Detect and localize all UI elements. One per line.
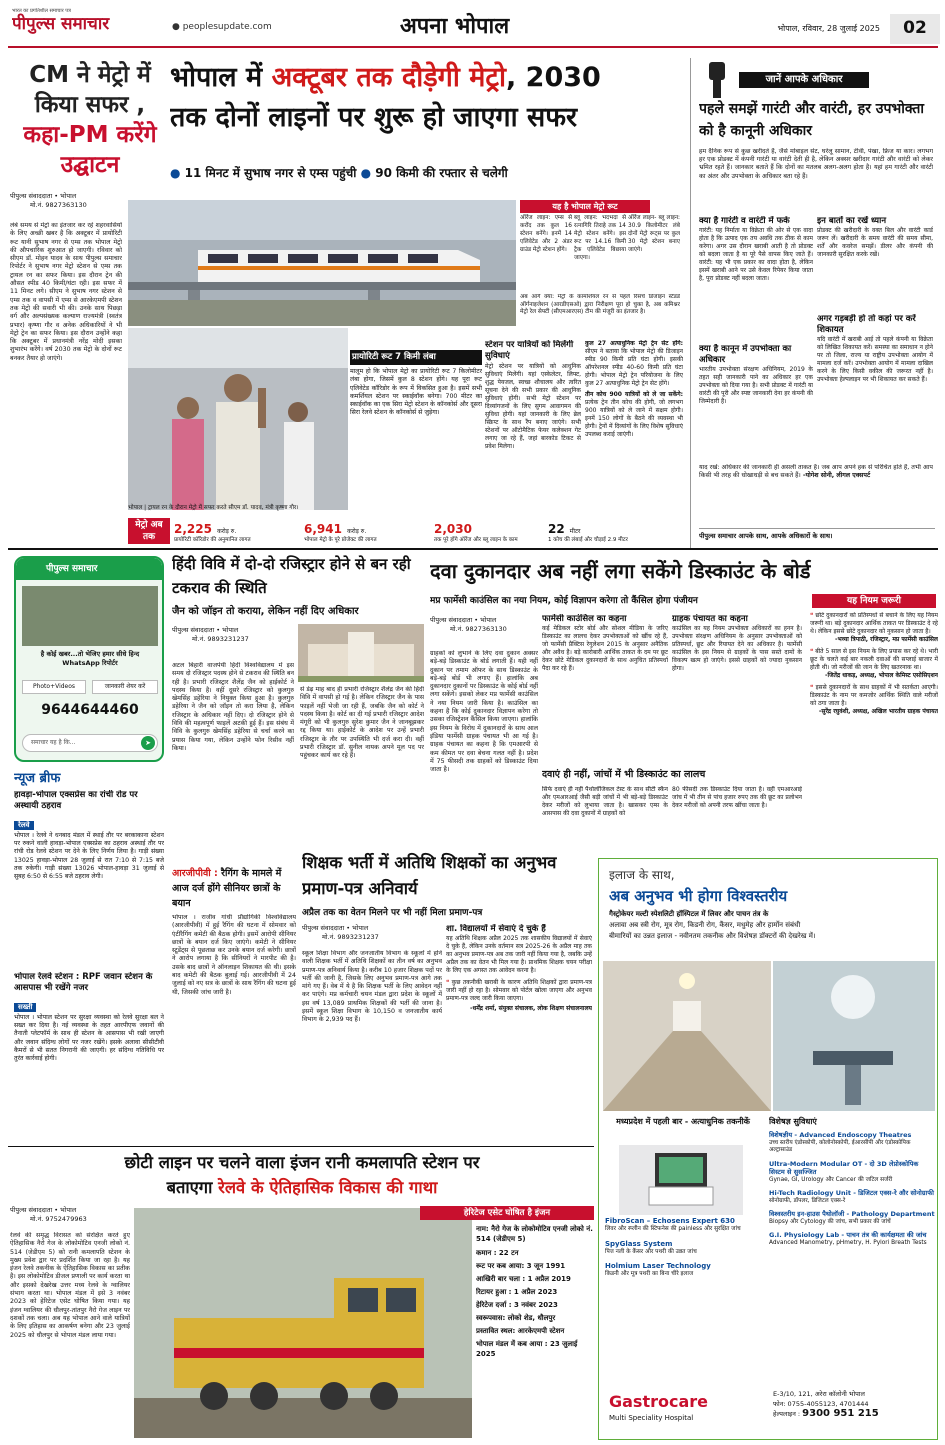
- coach-capacity-body: प्रत्येक ट्रेन तीन कोच की होगी, जो लगभग 900 यात्रियों को ले जाने में सक्षम होगी। इनमें 150 लोगों के बैठने की व्यवस्था भी होगी। ट्रेनों में दिव्यांगों के लिए विशेष सुविधाएं उपलब्ध कराई जाएंगी।: [585, 399, 683, 438]
- quote-icon: ❝: [810, 648, 814, 655]
- locomotive-photo: [134, 1208, 472, 1438]
- cm-in-metro-illustration: [128, 328, 348, 510]
- metro-headline-c: , 2030: [506, 62, 601, 93]
- teacher-head: शिक्षक भर्ती में अतिथि शिक्षकों का अनुभव प्रमाण-पत्र अनिवार्य: [302, 853, 557, 898]
- tech-item: FibroScan – Echosens Expert 630 लिवर और स्प्लीन की स्टिफनेस की painless और सुरक्षित जांच: [605, 1217, 741, 1232]
- ad-head: अब अनुभव भी होगा विश्वस्तरीय: [609, 887, 788, 905]
- rights-complain: [817, 314, 933, 460]
- whatsapp-input[interactable]: समाचार यह है कि... ➤: [22, 734, 158, 752]
- tech-item: SpyGlass System पित्त नली के कैंसर और पथरी की उन्नत जांच: [605, 1239, 697, 1255]
- inquiry-body-1: सिर्फ दवाएं ही नहीं पैथोलॉजिकल टेस्ट के साथ सीटी स्कैन और एमआरआई जैसी बड़ी जांचों में भी बड़े-बड़े डिस्काउंट देकर मरीजों को लुभाया जाता है। खासकर एम्स के आसपास की दवा दुकानों में ग्राहकों को: [542, 786, 668, 817]
- rights-head: पहले समझें गारंटी और वारंटी, हर उपभोक्ता को है कानूनी अधिकार: [699, 101, 925, 139]
- section-divider: [8, 1146, 594, 1147]
- ad-tech-head: मध्यप्रदेश में पहली बार - अत्याधुनिक तकनीकें: [616, 1117, 750, 1126]
- rights-keep-body: प्रोडक्ट की खरीदारी के वक्त बिल और वारंटी कार्ड जरूर लें। खरीदारी के समय वारंटी की समय सीमा, शर्तें और कवरेज समझें। डीलर और कंपनी की जानकारी सुरक्षित करके रखें।: [817, 227, 933, 258]
- photo-caption: भोपाल | ट्रायल रन के दौरान मेट्रो में सफर करते सीएम डॉ. यादव, मंत्री कृष्णा गौर।: [128, 505, 299, 511]
- metro-sub2: 90 किमी की रफ्तार से चलेगी: [375, 166, 508, 180]
- engine-fact: स्वरूपवास: लोको शेड, धौलपुर: [476, 1314, 556, 1322]
- gastrocare-ad[interactable]: [598, 858, 938, 1440]
- globe-icon: ●: [172, 22, 183, 32]
- teacher-box: [446, 924, 592, 1140]
- blue-line-info: ब्लू लाइन: भदभदा से रत्नागिरि तिराहे तक 14 मेट्रो स्टेशन बनेंगे। इस रूट पर 14.16 किमी ट्रैक एलिवेटेड बिछाया जाएगा।: [574, 215, 626, 261]
- heritage-tag: हेरिटेज एसेट घोषित है इंजन: [420, 1206, 594, 1220]
- rights-remember: याद रखें: अधिकार की जानकारी ही असली ताकत है। जब आप अपने हक से परिचित होते हैं, तभी आप किसी भी तरह की धोखाधड़ी से बच सकते हैं। -योगेश सोनी, लीगल एक्सपर्ट: [699, 464, 933, 480]
- teacher-byline: पीपुल्स संवाददाता • भोपाल मो.नं. 9893231237: [302, 924, 379, 941]
- operation-theatre-photo: [773, 961, 935, 1111]
- metro-headline-2: तक दोनों लाइनों पर शुरू हो जाएगा सफर: [170, 102, 578, 133]
- metro-train-photo: [128, 200, 516, 326]
- metro-next-steps: अब आगे क्या: मेट्रो के कॉमर्शियल रन से पहले रिसर्च डिजाइन स्टैंडर्ड ऑर्गनाइजेशन (आरडीएसओ) द्वारा निरीक्षण पूरा हो चुका है, अब कमिश्नर मेट्रो रेल सेफ्टी (सीएमआरएस) टीम की मंजूरी का इंतजार है।: [520, 294, 680, 316]
- metro-body: लंबे समय से मेट्रो का इंतजार कर रहे शहरवासियों के लिए अच्छी खबर है कि अक्टूबर में प्रायोरिटी रूट यानी सुभाष नगर से एम्स तक भोपाल मेट्रो की औपचारिक शुरुआत हो जाएगी। रविवार को सीएम डॉ. मोहन यादव के साथ पीपुल्स समाचार रिपोर्टर ने सुभाष नगर मेट्रो स्टेशन से एम्स तक ट्रायल रन का सफर किया। इस दौरान ट्रेन की औसत स्पीड 40 किमी/घंटा रही। इस सफर में 11 मिनट लगे। सीएम ने सुभाष नगर स्टेशन से एम्स तक व वापसी में एम्स से आरकेएमपी स्टेशन तक मेट्रो की सवारी भी की। उनके साथ पिछड़ा वर्ग और अल्पसंख्यक कल्याण राज्यमंत्री (स्वतंत्र प्रभार) कृष्णा गौर व अनेक अधिकारियों ने भी मेट्रो ट्रेन का सफर किया। इस दौरान उन्होंने कहा कि अक्टूबर में प्रधानमंत्री नरेंद्र मोदी इसका शुभारंभ करेंगे। वर्ष 2030 तक मेट्रो के दोनों रूट बनकर तैयार हो जाएंगे।: [10, 222, 122, 362]
- rights-law: [699, 344, 813, 460]
- brief-head: हावड़ा-भोपाल एक्सप्रेस का रांची रोड पर अस्थायी ठहराव: [14, 790, 138, 811]
- fac-item: Ultra-Modern Modular OT - दो 3D लेप्रोस्कोपिक सिस्टम से सुसज्जित Gynae, GI, Urology और Cancer की जटिल सर्जरी: [769, 1159, 919, 1183]
- logo-tagline: भारत का प्रगतिशील समाचार पत्र: [12, 8, 71, 14]
- rule-quote: ❝ बीते 5 साल से इस नियम के लिए प्रयास कर रहे थे। भारी छूट के चलते कई बार नकली दवाओं की सप्लाई बाजार में होती थी। जो मरीजों की जान के लिए खतरनाक था। -जितेंद्र धाकड़, अध्यक्ष, भोपाल केमिस्ट एसोसिएशन: [810, 648, 938, 679]
- metro-side-head-line2: कहा-PM करेंगे उद्घाटन: [23, 122, 157, 178]
- orange-line-info: ऑरेंज लाइन: एम्स से करोंद तक कुल 16 स्टेशन बनेंगे। इनमें 14 एलिवेटेड और 2 अंडर ग्राउंड मेट्रो स्टेशन होंगे।: [520, 215, 572, 253]
- rights-complain-body: यदि वारंटी में खराबी आई तो पहले कंपनी या विक्रेता को लिखित शिकायत करें। समस्या का समाधान न होने पर तो जिला, राज्य या राष्ट्रीय उपभोक्ता आयोग में मामला दर्ज करें। उपभोक्ता आयोग में मामला दाखिल करने के लिए किसी वकील की जरूरत नहीं है। उपभोक्ता हेल्पलाइन पर भी शिकायत कर सकते हैं।: [817, 336, 933, 383]
- facilities-body: मेट्रो स्टेशन पर यात्रियों को आधुनिक सुविधाएं मिलेंगी। यहां एस्केलेटर, लिफ्ट, शुद्ध पेयजल, स्वच्छ शौचालय और त्वरित सूचना देने की सभी प्रकार की आधुनिक सुविधाएं होंगी। सभी मेट्रो स्टेशन पर दिव्यांगजनों के लिए सुगम आवागमन की सुविधा होगी। यहां जानकारी के लिए ब्रेल स्क्रिप्ट के साथ रैंप बनाए जाएंगे। सभी स्टेशनों पर ऑटोमैटिक फेयर कलेक्शन गेट लगाए जा रहे हैं, जहां बारकोड टिकट से प्रवेश मिलेगा।: [485, 363, 581, 450]
- fibroscan-machine-photo: [619, 1145, 743, 1215]
- engine-fact: आखिरी बार चला : 1 अप्रैल 2019: [476, 1275, 571, 1283]
- quote-icon: ❝: [810, 612, 814, 619]
- section-title: अपना भोपाल: [400, 14, 510, 39]
- rights-diff: [699, 216, 813, 342]
- metro-lines-box: [520, 214, 680, 292]
- univ-head: हिंदी विवि में दो-दो रजिस्ट्रार होने से बन रही टकराव की स्थिति: [172, 555, 411, 597]
- engine-fact: रिटायर हुआ : 1 अप्रैल 2023: [476, 1288, 558, 1296]
- orange-blue-info: ऑरेंज लाइन- ब्लू लाइन: 30.9 किलोमीटर लंबे दोनों मेट्रो रूट्स पर कुल 30 मेट्रो स्टेशन बनाए जाएंगे।: [628, 215, 680, 253]
- metro-headline: [170, 58, 675, 158]
- rights-keep-head: इन बातों का रखें ध्यान: [817, 216, 887, 226]
- metro-stat: 22 मीटर 1 कोच की लंबाई और चौड़ाई 2.9 मीटर: [548, 522, 628, 543]
- rights-intro: हम दैनिक रूप से कुछ खरीदते हैं, जैसे मोबाइल सेट, घरेलू सामान, टीवी, पंखा, फ्रिज या कार। लगभग हर एक प्रोडक्ट में कंपनी गारंटी या वारंटी देती ही है, लेकिन अक्सर खरीदार गारंटी और वारंटी को लेकर भ्रमित रहते हैं। जानकार बताते हैं कि दोनों का मतलब अलग-अलग होता है। यहां हम गारंटी और वारंटी का अंतर और उपभोक्ता के अधिकार बता रहे हैं।: [699, 148, 933, 180]
- hospital-corridor-photo: [603, 961, 771, 1111]
- inquiry-head: दवाएं ही नहीं, जांचों में भी डिस्काउंट का लालच: [542, 769, 706, 780]
- tech-item: Holmium Laser Technology किडनी और मूत्र पथरी का बिना चीरे इलाज: [605, 1262, 711, 1278]
- ad-tagline: इलाज के साथ,: [609, 868, 675, 882]
- cm-metro-photo: [128, 328, 348, 510]
- news-brief-title: न्यूज ब्रीफ: [14, 771, 61, 786]
- priority-box: [350, 350, 482, 500]
- teacher-box-head: शा. विद्यालयों में सेवाएं दे चुके हैं: [446, 924, 546, 934]
- metro-stat: 6,941 करोड़ रु. भोपाल मेट्रो के पूरे प्रोजेक्ट की लागत: [304, 522, 377, 543]
- engine-fact: कमान : 22 टन: [476, 1249, 519, 1257]
- engine-fact: हेरिटेज दर्जा : 3 नवंबर 2023: [476, 1301, 558, 1309]
- council-head: फार्मेसी काउंसिल का कहना: [542, 614, 627, 624]
- brief-item: [14, 790, 164, 970]
- brief-item: [14, 972, 164, 1142]
- whatsapp-box: [14, 556, 164, 762]
- teacher-body: स्कूल शिक्षा विभाग और जनजातीय विभाग के स्कूलों में होने वाली शिक्षक भर्ती में अतिथि शिक्षकों का तीन वर्ष का अनुभव प्रमाण-पत्र अनिवार्य किया है। करीब 10 हजार शिक्षक पदों पर भर्ती की जानी है, जिसके लिए अनुभव प्रमाण-पत्र आगे तक मांगे गए हैं। वेब में ये है कि शिक्षक भर्ती के लिए आवेदन नहीं कर पाएंगे। मप्र कर्मचारी चयन मंडल द्वारा प्रदेश के स्कूलों में इस वर्ष 13,089 प्राथमिक शिक्षकों की भर्ती की जाना है। इसमें स्कूल शिक्षा विभाग के 10,150 व जनजातीय कार्य विभाग के 2,939 पद हैं।: [302, 950, 442, 1024]
- pharmacy-byline: पीपुल्स संवाददाता • भोपाल मो.नं. 9827363130: [430, 616, 507, 633]
- metro-sub1: 11 मिनट में सुभाष नगर से एम्स पहुंची: [184, 166, 357, 180]
- bullet-icon: ●: [170, 166, 181, 180]
- council-box: [542, 614, 668, 766]
- logo-text: पीपुल्स समाचार: [12, 14, 110, 34]
- teacher-box-body: यह अतिथि शिक्षक अप्रैल 2025 तक शासकीय विद्यालयों में सेवाएं दे चुके हैं, लेकिन उनके वर्तमान सत्र 2025-26 के अप्रैल माह तक का अनुभव प्रमाण-पत्र अब तक जारी नहीं किया गया है, जबकि उन्हें अप्रैल तक का वेतन भी मिल गया है। प्राथमिक शिक्षक चयन परीक्षा के लिए एक अगस्त तक आवेदन करना है।: [446, 935, 592, 974]
- section-divider: [8, 548, 938, 550]
- masthead-rule: [8, 46, 938, 48]
- teacher-sub: अप्रैल तक का वेतन मिलने पर भी नहीं मिला प्रमाण-पत्र: [302, 908, 483, 918]
- ad-tech-list: [605, 1217, 765, 1387]
- logo[interactable]: [12, 8, 172, 38]
- pharmacy-sub: मप्र फार्मेसी काउंसिल का नया नियम, कोई विज्ञापन करेगा तो कैंसिल होगा पंजीयन: [430, 596, 698, 606]
- metro-side-head-line1: CM ने मेट्रो में किया सफर ,: [29, 62, 151, 118]
- coaches-head: कुल 27 अत्याधुनिक मेट्रो ट्रेन सेट होंगे:: [585, 340, 683, 347]
- rights-kicker: जानें आपके अधिकार: [739, 72, 869, 88]
- dateline: भोपाल, रविवार, 28 जुलाई 2025: [777, 24, 880, 33]
- engine-body: रेलवे की समृद्ध विरासत को संरक्षित करते हुए ऐतिहासिक नैरो गेज के लोकोमोटिव एनजी लोको नं. 514 (जेडीएम 5) को रानी कमलापति स्टेशन के मुख्य प्रवेश द्वार पर प्रदर्शित किया जा रहा है। यह इंजन रेलवे तकनीक के ऐतिहासिक विकास का प्रतीक है। इस लोकोमोटिव डीजल प्रणाली पर कार्य करता था और इसको देखरेख उत्तर मध्य रेलवे के ग्वालियर संभाग करता था। भोपाल मंडल में इसे 3 नवंबर 2023 को हेरिटेज एसेट घोषित किया गया। यह इंजन ग्वालियर की धौलपुर-तांतपुर नैरो गेज लाइन पर दशकों तक चला। अब यह भोपाल आने वाले यात्रियों के लिए इतिहास का आकर्षण बनेगा और 23 जुलाई 2025 को धौलपुर से भोपाल मंडल लाया गया।: [10, 1232, 130, 1339]
- metro-stats-label: मेट्रो अब तक: [128, 518, 170, 544]
- rights-diff-head: क्या है गारंटी व वारंटी में फर्क: [699, 216, 790, 226]
- brief-body: भोपाल । रेलवे ने धनबाद मंडल में स्थाई तौर पर बरकाकाना स्टेशन पर रुकने वाली हावड़ा-भोपाल एक्सप्रेस का ठहराव अस्थाई तौर पर रांची रोड रेलवे स्टेशन पर देने के लिए निर्णय लिया है। गाड़ी संख्या 13025 हावड़ा-भोपाल 28 जुलाई से रात 7:10 से 7:15 बजे तक रुकेगी। गाड़ी संख्या 13026 भोपाल-हावड़ा 31 जुलाई से सुबह 6:50 से 6:55 बजे ठहराव लेगी।: [14, 832, 164, 881]
- ragging-head: आरजीपीवी : रैगिंग के मामले में आज दर्ज होंगे सीनियर छात्रों के बयान: [172, 868, 282, 909]
- metro-subheads: [170, 162, 675, 184]
- rule-quotes: [810, 612, 938, 846]
- ad-brand[interactable]: Gastrocare Multi Speciality Hospital: [609, 1392, 709, 1422]
- priority-body: मालूम हो कि भोपाल मेट्रो का प्रायोरिटी रूट 7 किलोमीटर लंबा होगा, जिसमें कुल 8 स्टेशन होंगे। यह पूरा रूट एलिवेटेड कॉरिडोर के रूप में विकसित हुआ है। इसमें सभी कमर्शियल स्टेशन पर स्काईवॉक बनेगा। 700 मीटर का स्काईवॉक का एक सिरा मेट्रो स्टेशन के कॉनकोर्स और दूसरा सिरा रेलवे स्टेशन के कॉनकोर्स से जुड़ेगा।: [350, 368, 482, 417]
- brief-head: भोपाल रेलवे स्टेशन : RPF जवान स्टेशन के आसपास भी रखेंगे नजर: [14, 972, 153, 993]
- metro-stats-bar: [128, 518, 681, 544]
- coaches-body: सीएम ने बताया कि भोपाल मेट्रो की डिजाइन स्पीड 90 किमी प्रति घंटा होगी। इसकी ऑपरेशनल स्पीड 40-60 किमी प्रति घंटा होगी। भोपाल मेट्रो ट्रेन परियोजना के लिए कुल 27 अत्याधुनिक मेट्रो ट्रेन सेट होंगे।: [585, 348, 683, 387]
- metro-side-head: [10, 60, 170, 190]
- engine-fact: नाम: नैरो गेज के लोकोमोटिव एनजी लोको नं. 514 (जेडीएम 5): [476, 1225, 593, 1243]
- metro-route-tag: यह है भोपाल मेट्रो रूट: [520, 200, 650, 213]
- fac-item: विशेषज्ञीय - Advanced Endoscopy Theatres उच्च स्तरीय एंडोस्कोपी, कोलोनोस्कोपी, ईआरसीपी और एंडोस्कोपिक अल्ट्रासाउंड: [769, 1131, 912, 1154]
- quote-icon: ❝: [446, 979, 450, 986]
- teacher-server-note: ❝ कुछ तकनीकी खराबी के कारण अतिथि शिक्षकों द्वारा प्रमाण-पत्र जारी नहीं हो रहा है। सोमवार को पोर्टल खोला जाएगा और अनुभव प्रमाण-पत्र जल्द जारी किया जाएगा।: [446, 979, 592, 1002]
- rights-column: [690, 58, 938, 548]
- rights-keep: [817, 216, 933, 312]
- engine-fact: भोपाल मंडल में कब आया : 23 जुलाई 2025: [476, 1340, 578, 1358]
- page-number: 02: [890, 14, 940, 44]
- masthead: [0, 0, 945, 50]
- whatsapp-photo: [22, 586, 158, 646]
- rights-diff-body: गारंटी: यह निर्माता या विक्रेता की ओर से एक वादा होता है कि उत्पाद एक तय अवधि तक ठीक से काम करेगा। अगर उस दौरान खराबी आती है तो प्रोडक्ट को बदला जाता है या पूरे पैसे वापस किए जाते हैं। वारंटी: यह भी एक प्रकार का वादा होता है, लेकिन इसमें खराबी आने पर उसे केवल रिपेयर किया जाता है, पूरा प्रोडक्ट नहीं बदला जाता।: [699, 227, 813, 282]
- site-url[interactable]: ● peoplesupdate.com: [172, 22, 272, 32]
- facilities-head: स्टेशन पर यात्रियों को मिलेंगी सुविधाएं: [485, 340, 574, 361]
- engine-head: छोटी लाइन पर चलने वाला इंजन रानी कमलापति स्टेशन पर बताएगा रेलवे के ऐतिहासिक विकास की गाथा: [124, 1153, 480, 1197]
- rights-law-body: भारतीय उपभोक्ता संरक्षण अधिनियम, 2019 के तहत सही जानकारी पाने का अधिकार हर एक उपभोक्ता को दिया गया है। सभी प्रोडक्ट में गारंटी या वारंटी की पूरी और स्पष्ट जानकारी देना हर कंपनी की जिम्मेदारी है।: [699, 366, 813, 405]
- fac-item: Hi-Tech Radiology Unit - डिजिटल एक्स-रे और सोनोग्राफी सोनोग्राफी, डॉपलर, डिजिटल एक्स-रे: [769, 1189, 934, 1204]
- fac-item: विश्वस्तरीय इन-हाउस पैथोलॉजी - Pathology Department Biopsy और Cytology की जांच, सभी प्रकार की जांचें: [769, 1210, 935, 1225]
- univ-body-1: अटल बिहारी वाजपेयी हिंदी विश्वविद्यालय में इस समय दो रजिस्ट्रार पदस्थ होने से टकराव की स्थिति बन रही है। प्रभारी रजिस्ट्रार शैलेंद्र जैन को हाईकोर्ट ने पदस्थ किया है। वहीं दूसरे रजिस्ट्रार को कुलगुरु खेमसिंह डहेरिया ने नियुक्त किया हुआ है। कुलगुरु डहेरिया ने जैन को जॉइन तो करा लिया है, लेकिन रजिस्ट्रार के अधिकार नहीं दिए। दो रजिस्ट्रार होने से विवि की महत्वपूर्ण फाइलें अटकी हुई हैं। इस संबंध में विवि के कुलगुरु खेमसिंह डहेरिया से चर्चा करने का प्रयास किया गया, लेकिन उन्होंने फोन रिसीव नहीं किया।: [172, 662, 294, 752]
- engine-byline: पीपुल्स संवाददाता • भोपाल मो.नं. 9752479963: [10, 1206, 87, 1223]
- univ-body-2: से डेढ़ माह बाद ही प्रभारी रजिस्ट्रार शैलेंद्र जैन की हिंदी विवि में वापसी हो गई है। लेकिन रजिस्ट्रार जैन के पास फाइलें नहीं भेजी जा रही हैं, जबकि जैन को कोर्ट ने पदस्थ किया है। कोर्ट का दी गई प्रभारी रजिस्ट्रार आदेश मंगूरी को भी कुलगुरु सुरेश कुमार जैन ने जानबूझकर रद्द किया था। हाईकोर्ट के आदेश पर उन्हें प्रभारी रजिस्ट्रार के तौर पर उपस्थिति भी दर्ज करा दी। वहीं प्रभारी रजिस्ट्रार डॉ. सुनील नायक अपने मूल पद पर पहुंचकर कार्य कर रहे हैं।: [300, 686, 424, 760]
- rights-complain-head: अगर गड़बड़ी हो तो कहां पर करें शिकायत: [817, 314, 916, 335]
- coach-capacity-head: तीन कोच 900 यात्रियों को ले जा सकेंगे:: [585, 391, 683, 398]
- whatsapp-prompt: है कोई खबर...तो भेजिए हमार सीधे हिन्द WhatsApp रिपोर्टर: [40, 650, 140, 667]
- metro-headline-a: भोपाल में: [170, 62, 272, 93]
- rule-tag: यह नियम जरूरी: [812, 594, 936, 608]
- metro-stat: 2,225 करोड़ रु. प्रायोरिटी कॉरिडोर की अनुमानित लागत: [174, 522, 251, 543]
- metro-byline: पीपुल्स संवाददाता • भोपाल मो.नं. 9827363130: [10, 192, 87, 209]
- engine-facts: [476, 1224, 596, 1438]
- inquiry-body-2: 80 फीसदी तक डिस्काउंट दिया जाता है। वहीं एमआरआई जांच में भी तीन से पांच हजार रुपए तक की छूट का प्रलोभन देकर मरीजों को अपनी तरफ खींचा जाता है।: [672, 786, 802, 809]
- pharmacy-head: दवा दुकानदार अब नहीं लगा सकेंगे डिस्काउंट के बोर्ड: [430, 559, 811, 583]
- fac-item: G.I. Physiology Lab - पाचन तंत्र की कार्यक्षमता की जांच Advanced Manometry, pHmetry, H. Pylori Breath Tests: [769, 1231, 927, 1246]
- rights-law-head: क्या है कानून में उपभोक्ता का अधिकार: [699, 344, 792, 365]
- university-building-photo: [298, 624, 424, 682]
- univ-sub: जैन को जॉइन तो कराया, लेकिन नहीं दिए अधिकार: [172, 606, 359, 617]
- bullet-icon: ●: [360, 166, 372, 180]
- photo-video-button[interactable]: Photo+Videos: [22, 680, 86, 694]
- council-body: कई मेडिकल स्टोर बोर्ड और सोशल मीडिया के जरिए डिस्काउंट का लालच देकर उपभोक्ताओं को खींच रहे हैं, जो फार्मेसी प्रैक्टिस रेगुलेशन 2015 के अनुसार अनैतिक और अवैध है। बड़े कारोबारी आर्थिक ताकत के दम पर छूट देकर छोटे मेडिकल दुकानदारों के साथ अनुचित प्रतिस्पर्धा पैदा कर रहे हैं।: [542, 625, 668, 672]
- locomotive-illustration: [134, 1208, 472, 1438]
- send-icon[interactable]: ➤: [141, 736, 155, 750]
- fist-icon: [699, 60, 735, 100]
- metro-stat: 2,030 तक पूरे होंगे ऑरेंज और ब्लू लाइन के काम: [434, 522, 518, 543]
- brief-body: भोपाल । भोपाल स्टेशन पर सुरक्षा व्यवस्था को रेलवे सुरक्षा बल ने सख्त कर दिया है। नई व्यवस्था के तहत आरपीएफ जवानों की तैनाती प्लेटफॉर्म के साथ ही स्टेशन के आसपास भी रखी जाएगी और जवान संदिग्ध लोगों पर नजर रखेंगे। इसके अलावा सीसीटीवी कैमरों से भी सतत निगरानी की जाएगी। हर संदिग्ध गतिविधि पर तुरंत कार्रवाई होगी।: [14, 1014, 164, 1063]
- share-info-button[interactable]: जानकारी शेयर करें: [92, 680, 158, 694]
- facilities-box: [485, 340, 581, 528]
- ad-intro: गैस्ट्रोकेयर मल्टी स्पेशलिटी हॉस्पिटल में लिवर और पाचन तंत्र के अलावा अब स्त्री रोग, मूत्र रोग, किडनी रोग, कैंसर, मधुमेह और हार्मोन संबंधी बीमारियों का उन्नत इलाज - नवीनतम तकनीक और विशेषज्ञ डॉक्टरों की देखरेख में।: [609, 910, 816, 940]
- panchayat-body: काउंसिल का यह नियम उपभोक्ता अधिकारों का हनन है। उपभोक्ता संरक्षण अधिनियम के अनुसार उपभोक्ताओं को प्रतिस्पर्धा, छूट और रियायत देने का अधिकार है। फार्मेसी काउंसिल के इस नियम से ग्राहकों के पास सस्ते दामों के विकल्प खत्म हो जाएंगे। इससे ग्राहकों को ज्यादा नुकसान होगा।: [672, 625, 802, 672]
- coaches-box: [585, 340, 683, 528]
- ad-contact: E-3/10, 121, अरेरा कॉलोनी भोपाल फोन: 0755-4055123, 4701444 हेल्पलाइन : 9300 951 215: [773, 1390, 879, 1419]
- teacher-sign: -धर्मेंद्र शर्मा, संयुक्त संचालक, लोक शिक्षण संचालनालय: [470, 1005, 592, 1012]
- ad-fac-head: विशेषज्ञ सुविधाएं: [769, 1117, 817, 1126]
- rule-quote: ❝ इससे दुकानदारों के साथ ग्राहकों में भी सतर्कता आएगी। डिस्काउंट के नाम पर कमजोर आर्थिक स्थिति वाले मरीजों को ठगा जाता है। -सुरेंद्र रघुवंशी, अध्यक्ष, अखिल भारतीय ग्राहक पंचायत: [810, 684, 938, 715]
- engine-fact: प्रस्तावित स्थल: आरकेएमपी स्टेशन: [476, 1327, 565, 1335]
- whatsapp-header: पीपुल्स समाचार: [16, 558, 162, 580]
- quote-icon: ❝: [810, 684, 814, 691]
- metro-headline-b: अक्टूबर तक दौड़ेगी मेट्रो: [271, 62, 507, 93]
- pharmacy-body: ग्राहकों को लुभाने के लिए दवा दुकान अक्सर बड़े-बड़े डिस्काउंट के बोर्ड लगाती हैं। यही नहीं दुकान पर तमाम ऑफर के साथ डिस्काउंट के बड़े-बड़े बोर्ड भी लगाए हैं। हालांकि अब दुकानदार दुकानों पर डिस्काउंट के कोई बोर्ड नहीं लगा सकेंगे। इसको लेकर मप्र फार्मेसी काउंसिल ने नया नियम जारी किया है। काउंसिल का कहना है कि कोई दुकानदार विज्ञापन करेगा तो उसका रजिस्ट्रेशन कैंसिल किया जाएगा। हालांकि इस नियम के विरोध में दुकानदारों के साथ आल इंडिया फार्मेसी ग्राहक पंचायत भी आ गई है। ग्राहक पंचायत का कहना है कि एमआरपी से कम कीमत पर दवा बेचना गलत नहीं है। प्रदेश में 75 फीसदी तक ग्राहकों को डिस्काउंट दिया जाता है।: [430, 650, 538, 774]
- panchayat-head: ग्राहक पंचायत का कहना: [672, 614, 748, 624]
- rule-quote: ❝ छोटे दुकानदारों को प्रतिस्पर्धा से बचाने के लिए यह नियम जरूरी था। बड़े दुकानदार आर्थिक ताकत पर डिस्काउंट दे रहे थे। लेकिन इससे छोटे दुकानदार को नुकसान हो जाता है। -भव्या त्रिपाठी, रजिस्ट्रार, मप्र फार्मेसी काउंसिल: [810, 612, 938, 643]
- brief-tag: सख्ती: [14, 1003, 36, 1012]
- ad-fac-list: [769, 1131, 935, 1381]
- whatsapp-number[interactable]: 9644644460: [41, 702, 139, 718]
- panchayat-box: [672, 614, 802, 766]
- univ-byline: पीपुल्स संवाददाता • भोपाल मो.नं. 9893231237: [172, 626, 249, 643]
- priority-head: प्रायोरिटी रूट 7 किमी लंबा: [350, 350, 482, 365]
- ragging-body: भोपाल । राजीव गांधी प्रौद्योगिकी विश्वविद्यालय (आरजीपीवी) में हुई रैगिंग की घटना में सोमवार को एंटीरैगिंग कमेटी की बैठक होगी। इसमें आरोपी सीनियर छात्रों के बयान दर्ज किए जाएंगे। कमेटी ने सीनियर स्टूडेंट्स से पूछताछ कर उनके बयान दर्ज करेगी। छात्रों ने आरोप लगाया है कि सीनियरों ने मारपीट की है। उसके बाद छात्रों ने ऑनलाइन शिकायत की थी। इसके बाद कमेटी की बैठक बुलाई गई। आरजीपीवी में 24 जुलाई को नए सत्र के छात्रों के साथ रैगिंग की घटना हुई थी, जिसकी जांच जारी है।: [172, 914, 296, 996]
- metro-train-illustration: [128, 200, 516, 326]
- engine-fact: रूट पर कब आया: 3 जून 1991: [476, 1262, 566, 1270]
- brief-tag: रेलवे: [14, 821, 34, 830]
- rights-footer: पीपुल्स समाचार आपके साथ, आपके अधिकारों के साथ।: [699, 528, 935, 542]
